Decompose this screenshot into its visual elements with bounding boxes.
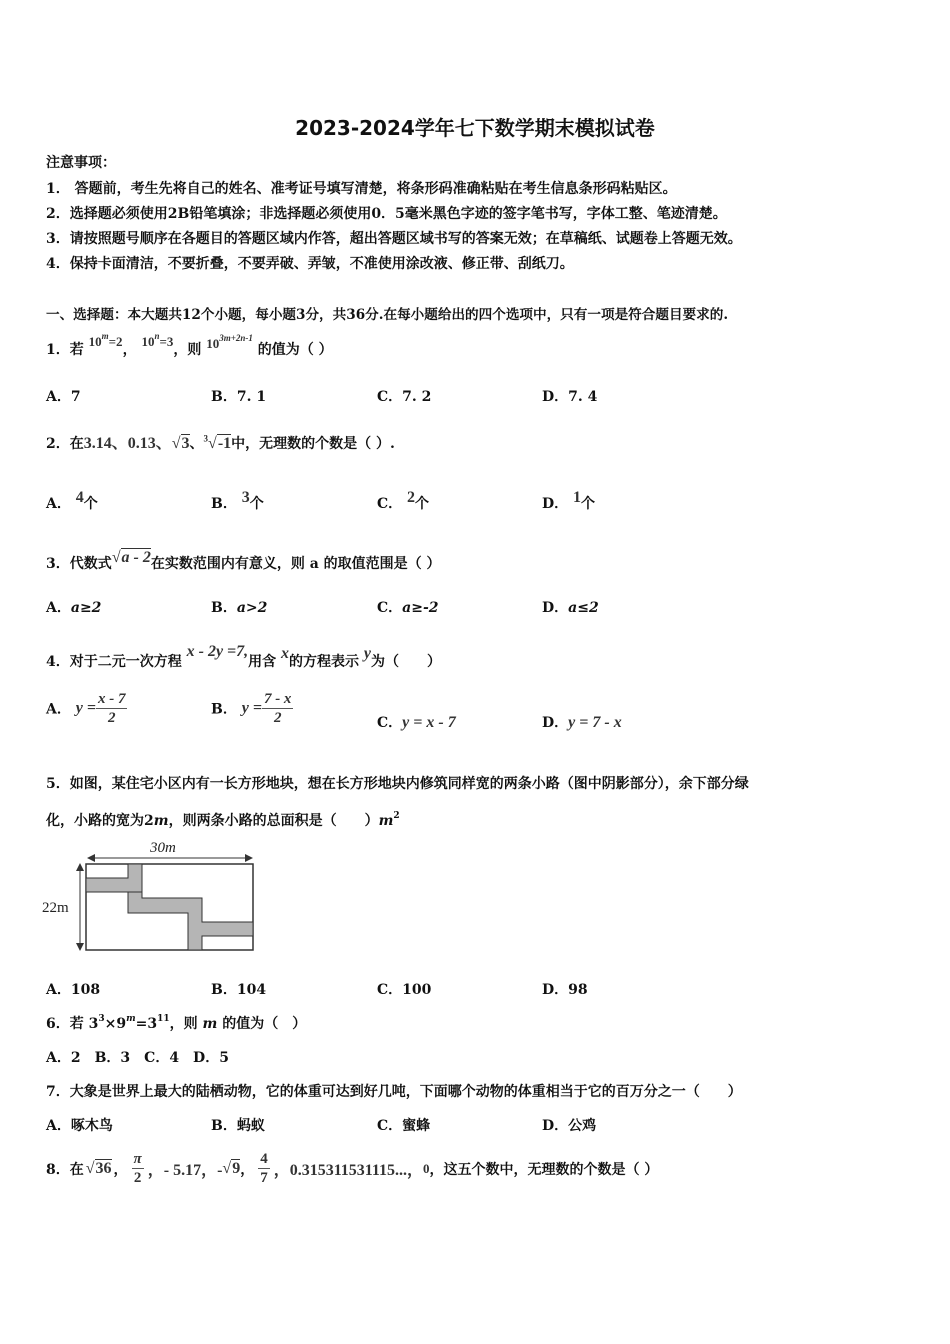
section-header: 一、选择题：本大题共12个小题，每小题3分，共36分.在每小题给出的四个选项中，只有一项是符合题目要求的.	[46, 307, 729, 323]
q4-option-a[interactable]: A． y = $\frac{x - 7}{2}$	[46, 691, 126, 726]
q2-option-c[interactable]: C． 2个	[377, 489, 430, 512]
question-4: 4．对于二元一次方程 x - 2y =7,用含 x的方程表示 y为（ ）	[46, 643, 442, 670]
q7-option-b[interactable]: B．蚂蚁	[211, 1118, 265, 1134]
question-8: 8．在 √36 ， $\frac{\pi}{2}$ ，- 5.17，- √9 ， $\frac{4}{7}$ ，0.315311531115...， 0 ，这五个数中，无理数的个数是（ ）	[46, 1151, 659, 1186]
notice-item: 2．选择题必须使用2B铅笔填涂；非选择题必须使用0．5毫米黑色字迹的签字笔书写，字体工整、笔迹清楚。	[46, 206, 727, 222]
height-label: 22m	[42, 900, 69, 916]
question-1: 1．若 $10^m=2$， $10^n=3$，则 $10^{3m+2n-1}$ 的值为（ ）	[46, 331, 333, 358]
q4-option-c[interactable]: C．y = x - 7	[377, 714, 456, 731]
q1-option-c[interactable]: C．7. 2	[377, 389, 432, 405]
q2-option-a[interactable]: A． 4个	[46, 489, 98, 512]
notice-heading: 注意事项：	[46, 155, 116, 171]
q5-figure	[40, 836, 265, 964]
q7-option-c[interactable]: C．蜜蜂	[377, 1118, 431, 1134]
q7-option-a[interactable]: A．啄木鸟	[46, 1118, 113, 1134]
q1-option-d[interactable]: D．7. 4	[542, 389, 598, 405]
q2-option-d[interactable]: D． 1个	[542, 489, 596, 512]
q5-option-c[interactable]: C．100	[377, 982, 432, 998]
notice-item: 1． 答题前，考生先将自己的姓名、准考证号填写清楚，将条形码准确粘贴在考生信息条形码粘贴区。	[46, 181, 677, 197]
question-5-line2: 化，小路的宽为2m，则两条小路的总面积是（ ）$m^2$	[46, 811, 400, 829]
q4-option-b[interactable]: B． y = $\frac{7 - x}{2}$	[211, 691, 292, 726]
question-2: 2．在3.14、0.13、√3、$^3$√-1中，无理数的个数是（ ）.	[46, 433, 395, 452]
q2-numbers: 3.14、0.13、	[83, 435, 172, 452]
q7-option-d[interactable]: D．公鸡	[542, 1118, 597, 1134]
q6-options[interactable]: A．2 B．3 C．4 D．5	[46, 1050, 229, 1066]
q5-option-b[interactable]: B．104	[211, 982, 267, 998]
q3-option-c[interactable]: C．a≥-2	[377, 600, 439, 616]
question-7: 7．大象是世界上最大的陆栖动物，它的体重可达到好几吨，下面哪个动物的体重相当于它的百万分之一（ ）	[46, 1084, 742, 1100]
q1-expr-3: $10^{3m+2n-1}$	[206, 333, 253, 351]
q1-expr-2: $10^n=3$	[141, 331, 174, 349]
q5-option-d[interactable]: D．98	[542, 982, 588, 998]
page-title: 2023-2024学年七下数学期末模拟试卷	[295, 116, 655, 140]
width-label: 30m	[150, 840, 176, 856]
notice-item: 3．请按照题号顺序在各题目的答题区域内作答，超出答题区域书写的答案无效；在草稿纸、试题卷上答题无效。	[46, 231, 742, 247]
notice-item: 4．保持卡面清洁，不要折叠，不要弄破、弄皱，不准使用涂改液、修正带、刮纸刀。	[46, 256, 574, 272]
q1-option-a[interactable]: A．7	[46, 389, 81, 405]
q3-option-a[interactable]: A．a≥2	[46, 600, 102, 616]
q4-equation: x - 2y =7,	[186, 643, 249, 660]
q1-option-b[interactable]: B．7. 1	[211, 389, 267, 405]
q3-option-b[interactable]: B．a>2	[211, 600, 268, 616]
q2-option-b[interactable]: B． 3个	[211, 489, 264, 512]
question-6: 6．若 $3^3\times 9^m=3^{11}$，则 m 的值为（ ）	[46, 1014, 307, 1032]
question-3: 3．代数式√a - 2在实数范围内有意义，则 a 的取值范围是（ ）	[46, 549, 441, 572]
q5-option-a[interactable]: A．108	[46, 982, 101, 998]
q3-option-d[interactable]: D．a≤2	[542, 600, 599, 616]
q4-option-d[interactable]: D．y = 7 - x	[542, 714, 622, 731]
question-5-line1: 5．如图，某住宅小区内有一长方形地块，想在长方形地块内修筑同样宽的两条小路（图中阴影部分），余下部分绿	[46, 776, 749, 792]
q1-expr-1: $10^m=2$	[88, 331, 123, 349]
